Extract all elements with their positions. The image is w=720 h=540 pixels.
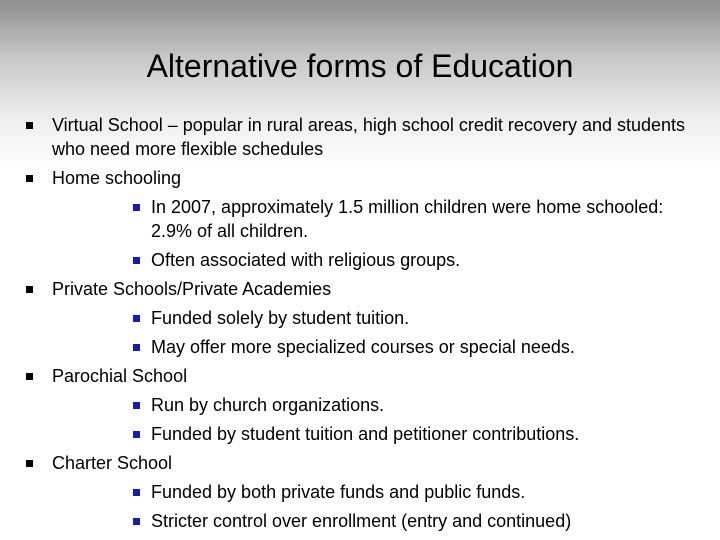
square-bullet-icon: [26, 122, 33, 129]
sub-bullet-text: Funded by student tuition and petitioner contributions.: [151, 424, 580, 444]
sub-bullet-parochial-1: [0, 393, 671, 417]
bullet-virtual-school: [0, 113, 692, 161]
square-sub-bullet-icon: [133, 344, 140, 351]
bullet-home-schooling: [0, 166, 692, 190]
bullet-text: Parochial School: [52, 366, 188, 386]
square-bullet-icon: [26, 175, 33, 182]
sub-bullet-text: Funded by both private funds and public funds.: [151, 482, 526, 502]
sub-bullet-text: Run by church organizations.: [151, 395, 385, 415]
sub-bullet-home-2: [0, 248, 671, 272]
square-sub-bullet-icon: [133, 315, 140, 322]
sub-bullet-charter-1: [0, 480, 671, 504]
square-sub-bullet-icon: [133, 257, 140, 264]
bullet-private-schools: [0, 277, 692, 301]
square-sub-bullet-icon: [133, 431, 140, 438]
square-sub-bullet-icon: [133, 489, 140, 496]
sub-bullet-text: Often associated with religious groups.: [151, 250, 461, 270]
bullet-parochial-school: [0, 364, 692, 388]
sub-bullet-text: In 2007, approximately 1.5 million children were home schooled: 2.9% of all children.: [151, 197, 664, 241]
square-bullet-icon: [26, 460, 33, 467]
square-sub-bullet-icon: [133, 518, 140, 525]
sub-bullet-text: Funded solely by student tuition.: [151, 308, 410, 328]
sub-bullet-text: May offer more specialized courses or special needs.: [151, 337, 575, 357]
square-bullet-icon: [26, 373, 33, 380]
bullet-list: [0, 113, 720, 538]
sub-bullet-private-2: [0, 335, 671, 359]
bullet-text: Home schooling: [52, 168, 182, 188]
square-bullet-icon: [26, 286, 33, 293]
square-sub-bullet-icon: [133, 204, 140, 211]
slide-title: Alternative forms of Education: [146, 48, 574, 84]
sub-bullet-parochial-2: [0, 422, 671, 446]
square-sub-bullet-icon: [133, 402, 140, 409]
sub-bullet-text: Stricter control over enrollment (entry and continued): [151, 511, 572, 531]
bullet-text: Virtual School – popular in rural areas, high school credit recovery and students who need more flexible schedules: [52, 115, 686, 159]
bullet-charter-school: [0, 451, 692, 475]
bullet-text: Private Schools/Private Academies: [52, 279, 332, 299]
bullet-text: Charter School: [52, 453, 173, 473]
sub-bullet-home-1: [0, 195, 671, 243]
sub-bullet-private-1: [0, 306, 671, 330]
sub-bullet-charter-2: [0, 509, 671, 533]
